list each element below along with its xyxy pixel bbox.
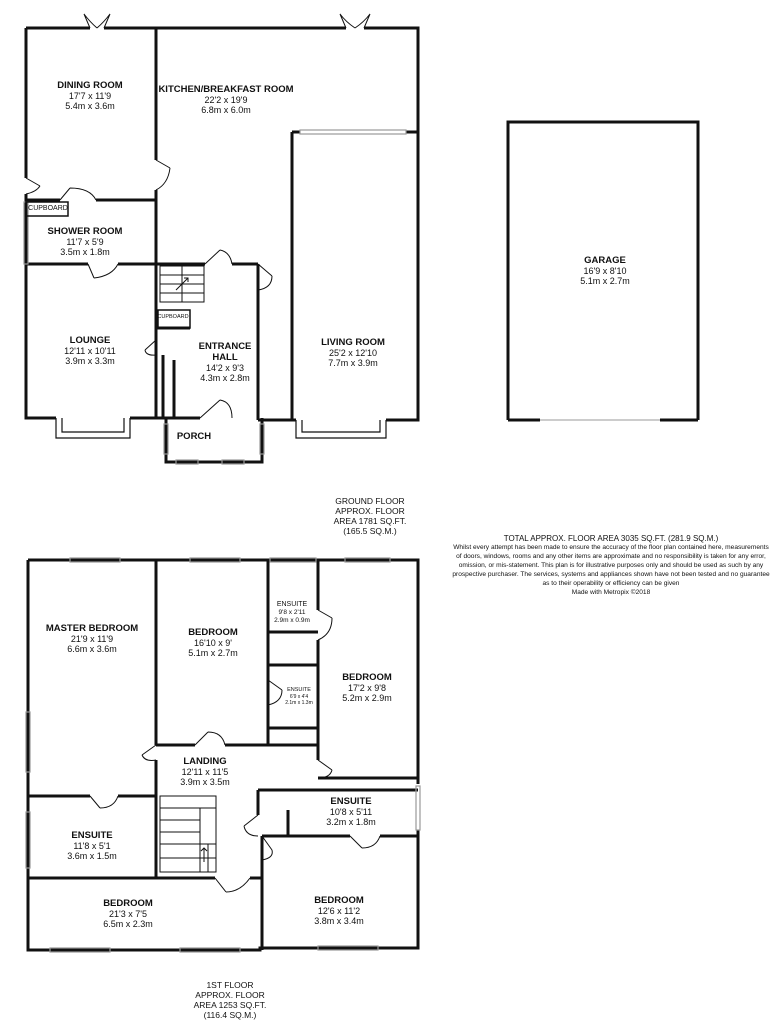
first-floor-stairs <box>160 796 216 872</box>
room-label-ensuite-1 <box>268 601 316 624</box>
disclaimer-line: as to their operability or efficiency can be given <box>542 580 680 587</box>
room-dim-imperial: 14'2 x 9'3 <box>206 363 244 373</box>
room-name: ENSUITE <box>330 796 372 807</box>
room-dim-metric: 3.9m x 3.3m <box>65 356 115 366</box>
room-label-entrance-hall <box>180 341 270 383</box>
room-dim-metric: 7.7m x 3.9m <box>328 358 378 368</box>
room-label-ensuite-2 <box>278 687 320 706</box>
room-dim-metric: 2.9m x 0.9m <box>274 616 310 624</box>
room-name-line1: ENTRANCE <box>198 341 252 352</box>
room-label-shower-room <box>28 226 142 257</box>
room-label-ensuite-4 <box>44 830 140 861</box>
disclaimer-line: omission, or mis-statement. This plan is for illustrative purposes only and should be used as such by any <box>458 562 764 569</box>
room-label-bedroom-3 <box>322 672 412 703</box>
room-dim-metric: 5.2m x 2.9m <box>342 693 392 703</box>
room-dim-imperial: 6'9 x 4'4 <box>289 693 309 700</box>
caption-line: (165.5 SQ.M.) <box>343 526 397 536</box>
room-name: LIVING ROOM <box>321 337 385 348</box>
room-name: BEDROOM <box>314 895 364 906</box>
room-dim-metric: 5.4m x 3.6m <box>65 101 115 111</box>
room-dim-imperial: 10'8 x 5'11 <box>329 807 373 817</box>
room-name: BEDROOM <box>342 672 392 683</box>
room-dim-imperial: 12'11 x 10'11 <box>64 346 116 356</box>
room-name: LOUNGE <box>69 335 111 346</box>
room-label-lounge <box>42 335 138 366</box>
room-label-master-bedroom <box>36 623 148 654</box>
room-label-cupboard-dining <box>26 205 70 213</box>
room-dim-imperial: 11'8 x 5'1 <box>73 841 111 851</box>
room-label-cupboard-hall <box>156 313 190 321</box>
caption-line: (116.4 SQ.M.) <box>203 1010 257 1020</box>
room-label-bedroom-2 <box>168 627 258 658</box>
room-dim-imperial: 21'3 x 7'5 <box>109 909 147 919</box>
room-dim-imperial: 25'2 x 12'10 <box>329 348 377 358</box>
room-dim-metric: 3.8m x 3.4m <box>314 916 364 926</box>
room-dim-metric: 6.5m x 2.3m <box>103 919 153 929</box>
room-name: ENSUITE <box>276 601 308 608</box>
room-name: BEDROOM <box>188 627 238 638</box>
first-floor-caption <box>170 980 290 1020</box>
room-dim-imperial: 17'7 x 11'9 <box>68 91 112 101</box>
room-dim-imperial: 16'9 x 8'10 <box>583 266 627 276</box>
caption-line: APPROX. FLOOR <box>335 506 405 516</box>
room-label-landing <box>160 756 250 787</box>
disclaimer-block <box>452 534 770 597</box>
room-dim-metric: 4.3m x 2.8m <box>200 373 250 383</box>
room-name: SHOWER ROOM <box>47 226 123 237</box>
ground-floor-caption <box>310 496 430 536</box>
room-label-porch <box>170 431 218 442</box>
room-name: ENSUITE <box>287 687 311 693</box>
room-dim-imperial: 17'2 x 9'8 <box>348 683 386 693</box>
disclaimer-line: Made with Metropix ©2018 <box>571 589 651 596</box>
first-floor-walls <box>28 560 418 950</box>
room-dim-imperial: 21'9 x 11'9 <box>70 634 114 644</box>
room-dim-imperial: 12'11 x 11'5 <box>181 767 229 777</box>
room-dim-imperial: 11'7 x 5'9 <box>66 237 104 247</box>
caption-line: AREA 1253 SQ.FT. <box>193 1000 267 1010</box>
total-floor-area: TOTAL APPROX. FLOOR AREA 3035 SQ.FT. (281.9 SQ.M.) <box>503 534 719 543</box>
room-label-living-room <box>300 337 406 368</box>
room-dim-imperial: 16'10 x 9' <box>194 638 232 648</box>
room-dim-metric: 3.9m x 3.5m <box>180 777 230 787</box>
room-label-dining-room <box>50 80 130 111</box>
room-label-bedroom-4 <box>80 898 176 929</box>
caption-line: APPROX. FLOOR <box>195 990 265 1000</box>
ground-floor-windows <box>24 130 406 464</box>
caption-line: 1ST FLOOR <box>206 980 254 990</box>
room-label-bedroom-5 <box>294 895 384 926</box>
room-name: MASTER BEDROOM <box>45 623 139 634</box>
room-label-ensuite-3 <box>306 796 396 827</box>
room-name: CUPBOARD <box>157 314 189 320</box>
caption-line: GROUND FLOOR <box>335 496 405 506</box>
room-label-garage <box>560 255 650 286</box>
disclaimer-line: Whilst every attempt has been made to ensure the accuracy of the floor plan contained here, measurements <box>453 544 769 551</box>
room-dim-metric: 5.1m x 2.7m <box>188 648 238 658</box>
room-dim-metric: 3.2m x 1.8m <box>326 817 376 827</box>
room-name: GARAGE <box>584 255 626 266</box>
room-dim-metric: 2.1m x 1.3m <box>285 699 313 706</box>
room-label-kitchen <box>158 84 294 115</box>
room-name: KITCHEN/BREAKFAST ROOM <box>158 84 294 95</box>
disclaimer-line: of doors, windows, rooms and any other items are approximate and no responsibility is taken for any error, <box>456 553 766 560</box>
room-dim-imperial: 9'8 x 2'11 <box>278 609 306 616</box>
room-name-line2: HALL <box>212 352 238 363</box>
first-floor-windows <box>26 558 420 952</box>
room-name: ENSUITE <box>71 830 113 841</box>
room-name: PORCH <box>176 431 212 442</box>
caption-line: AREA 1781 SQ.FT. <box>333 516 407 526</box>
room-name: CUPBOARD <box>28 205 68 212</box>
room-dim-imperial: 12'6 x 11'2 <box>317 906 361 916</box>
room-dim-metric: 3.6m x 1.5m <box>67 851 117 861</box>
room-dim-metric: 5.1m x 2.7m <box>580 276 630 286</box>
disclaimer-line: prospective purchaser. The services, systems and appliances shown have not been tested and no guarantee <box>452 571 770 578</box>
room-name: DINING ROOM <box>57 80 123 91</box>
room-name: BEDROOM <box>103 898 153 909</box>
room-dim-metric: 6.8m x 6.0m <box>201 105 251 115</box>
room-dim-metric: 6.6m x 3.6m <box>67 644 117 654</box>
room-dim-imperial: 22'2 x 19'9 <box>204 95 248 105</box>
room-name: LANDING <box>183 756 227 767</box>
room-dim-metric: 3.5m x 1.8m <box>60 247 110 257</box>
